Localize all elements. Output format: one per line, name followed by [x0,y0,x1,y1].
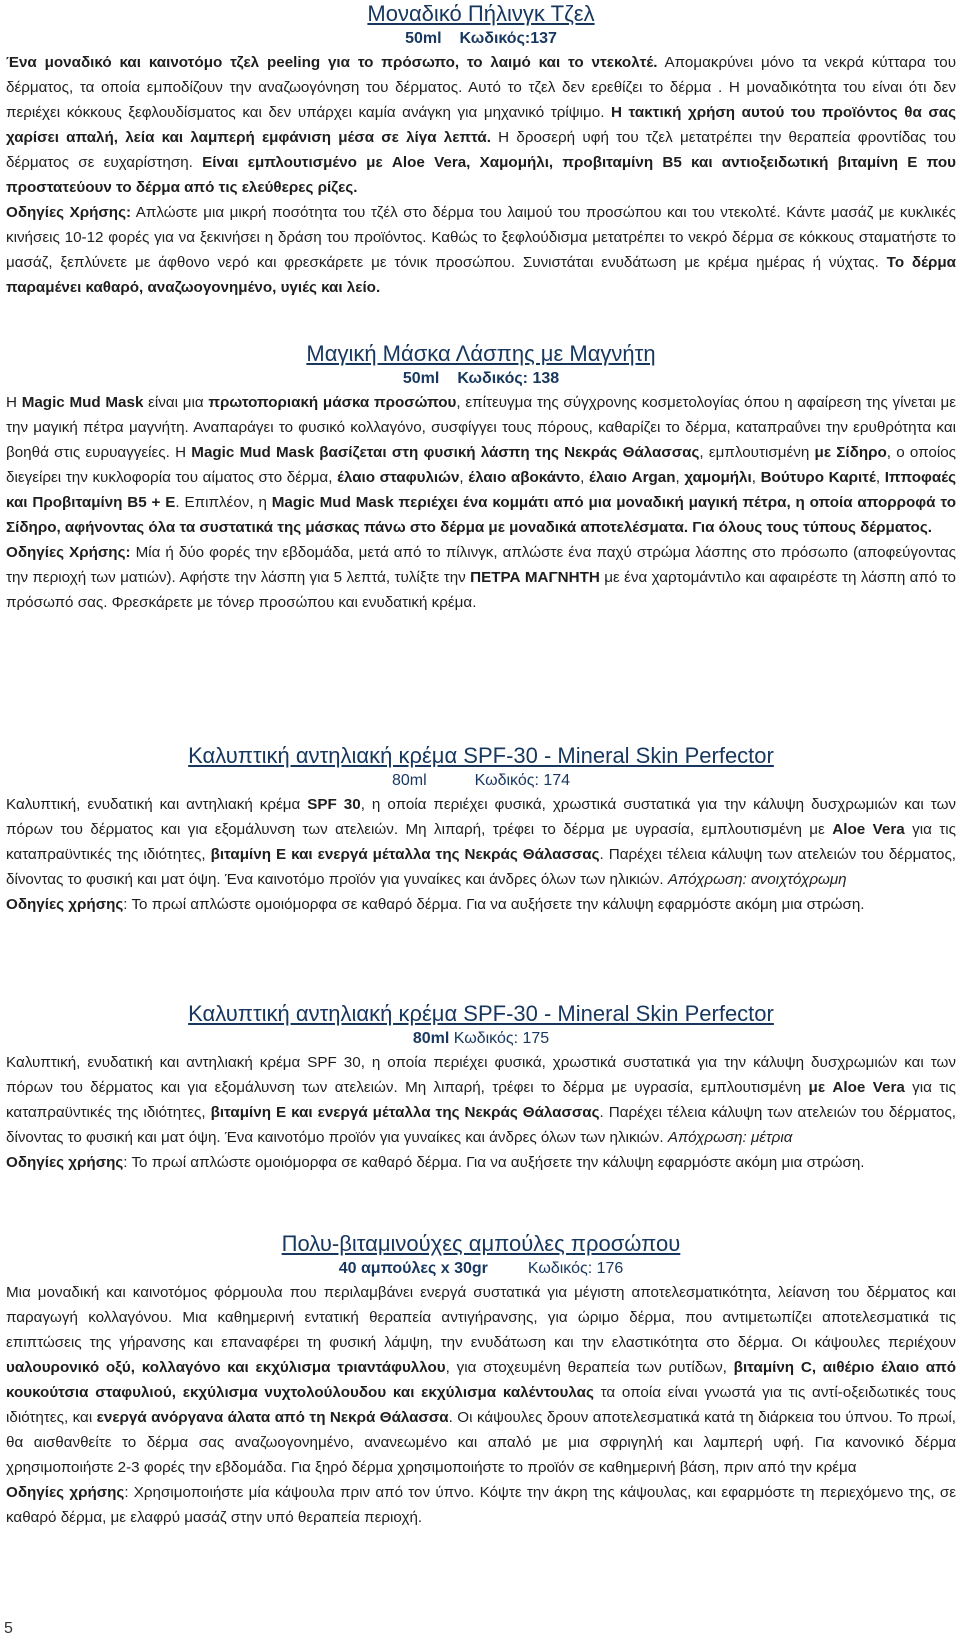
product-volume: 80ml [412,1030,450,1047]
emphasis-text: Οδηγίες Χρήσης: [6,204,132,221]
product-instructions [6,1150,956,1175]
body-text: για τις καταπραϋντικές της ιδιότητες, [6,1079,957,1121]
emphasis-text: Magic Mud Mask [21,394,144,411]
page-number: 5 [4,1620,13,1637]
emphasis-text: Το δέρμα παραμένει καθαρό, αναζωογονημένο, υγιές και λείο. [6,254,956,296]
body-text: για τις καταπραϋντικές της ιδιότητες, [6,821,956,863]
emphasis-text: Οδηγίες χρήσης [6,1154,124,1171]
product-description [6,50,956,200]
emphasis-text: ενεργά ανόργανα άλατα από τη Νεκρά Θάλασσα [96,1409,449,1426]
body-text: , [875,469,885,486]
emphasis-text: βιταμίνη E και ενεργά μέταλλα της Νεκράς Θάλασσας [210,846,600,863]
body-text: Μία ή δύο φορές την εβδομάδα, μετά από το πίλινγκ, απλώστε ένα παχύ στρώμα λάσπης στο πρόσωπο (αποφεύγοντας την περιοχή των ματιών). Αφήστε την λάσπη για 5 λεπτά, τυλίξτε την [6,544,956,586]
product-code: Κωδικός: 174 [474,772,571,789]
body-text: : Το πρωί απλώστε ομοιόμορφα σε καθαρό δέρμα. Για να αυξήσετε την κάλυψη εφαρμόστε ακόμη μια στρώση. [123,1154,865,1171]
product-meta [6,770,956,792]
product-volume: 50ml [402,370,440,387]
product-title: Καλυπτική αντηλιακή κρέμα SPF-30 - Mineral Skin Perfector [188,743,774,768]
body-text: Μια μοναδική και καινοτόμος φόρμουλα που περιλαμβάνει ενεργά συστατικά για μέγιστη αποτελεσματικότητα, λείανση του δέρματος και παραγωγή κολλαγόνου. Μια καθημερινή εντατική θεραπεία αντιγήρανσης, για ώριμο δέρμα, που αντιμετωπίζει αποτελεσματικά τις επιπτώσεις της γήρανσης και επαναφέρει τη φυσική λάμψη, την ενυδάτωση και την ελαστικότητα στο δέρμα. Οι κάψουλες περιέχουν [6,1284,956,1351]
emphasis-text: Ένα μοναδικό και καινοτόμο τζελ peeling για το πρόσωπο, το λαιμό και το ντεκολτέ. [6,54,658,71]
product-title: Μοναδικό Πήλινγκ Τζελ [367,1,595,26]
emphasis-text: βιταμίνη E και ενεργά μέταλλα της Νεκράς Θάλασσας [210,1104,600,1121]
product-code: Κωδικός:137 [459,30,557,47]
emphasis-text: Είναι εμπλουτισμένο με Aloe Vera, Χαμομήλι, προβιταμίνη B5 και αντιοξειδωτική βιταμίνη E που προστατεύουν το δέρμα από τις ελεύθερες ρίζες. [6,154,957,196]
emphasis-text: Οδηγίες χρήσης [6,896,124,913]
emphasis-text: SPF 30 [307,796,361,813]
emphasis-text: Οδηγίες Χρήσης: [6,544,131,561]
emphasis-text: ΠΕΤΡΑ ΜΑΓΝΗΤΗ [470,569,600,586]
emphasis-text: Magic Mud Mask περιέχει ένα κομμάτι από μια μοναδική μαγική πέτρα, η οποία απορροφά το Σίδηρο, αφήνοντας όλα τα συστατικά της μάσκας πάνω στο δέρμα με μοναδικά αποτελέσματα. Για όλους τους τύπους δέρματος. [6,494,956,536]
body-text: . Επιπλέον, η [175,494,272,511]
emphasis-text: έλαιο Argan [589,469,676,486]
body-text: : Χρησιμοποιήστε μία κάψουλα πριν από τον ύπνο. Κόψτε την άκρη της κάψουλας, και εφαρμόστε τη περιεχόμενο της, σε καθαρό δέρμα, με ελαφρύ μασάζ στην υπό θεραπεία περιοχή. [6,1484,956,1526]
product-instructions [6,892,956,917]
product-description [6,1050,956,1150]
product-meta [6,368,956,390]
body-text: , η οποία περιέχει φυσικά, χρωστικά συστατικά για την κάλυψη δυσχρωμιών και των πόρων του δέρματος και για εξομάλυνση των ατελειών. Μη λιπαρή, τρέφει το δέρμα με υγρασία, εμπλουτισμένη με [6,796,957,838]
body-text: Η δροσερή υφή του τζελ μετατρέπει την θεραπεία φροντίδας του δέρματος σε ευχαρίστηση. [6,129,956,171]
product-section-176 [6,1230,956,1530]
product-description [6,1280,956,1480]
body-text: , [580,469,590,486]
emphasis-text: έλαιο αβοκάντο [468,469,581,486]
product-description [6,390,956,540]
body-text: , [751,469,761,486]
product-instructions [6,540,956,615]
body-text: Απλώστε μια μικρή ποσότητα του τζέλ στο δέρμα του λαιμού του προσώπου και του ντεκολτέ. Κάντε μασάζ με κυκλικές κινήσεις 10-12 φορές για να ξεκινήσει η δράση του προϊόντος. Καθώς το ξεφλούδισμα μετατρέπει το νεκρό δέρμα σε κόκκους σταματήστε το μασάζ, ξεπλύνετε με άφθονο νερό και φρεσκάρετε με τόνικ προσώπου. Συνιστάται ενυδάτωση με κρέμα ημέρας ή νύχτας. [6,204,956,271]
product-meta [6,1028,956,1050]
emphasis-text: Aloe Vera [832,821,905,838]
emphasis-text: πρωτοποριακή μάσκα προσώπου [208,394,457,411]
emphasis-text: με Σίδηρο [814,444,887,461]
body-text: Απομακρύνει μόνο τα νεκρά κύτταρα του δέρματος, τα οποία εμποδίζουν την αναζωογόνηση του δέρματος. Αυτό το τζελ δεν ερεθίζει το δέρμα . Η μοναδικότητα του είναι ότι δεν περιέχει κόκκους ξεφλουδίσματος και δεν υπάρχει καμία ανάγκη για μηχανικό τρίψιμο. [6,54,956,121]
product-code: Κωδικός: 175 [453,1030,550,1047]
body-text: Καλυπτική, ενυδατική και αντηλιακή κρέμα [6,796,308,813]
emphasis-text: Οδηγίες χρήσης [6,1484,125,1501]
product-volume: 40 αμπούλες x 30gr [338,1260,488,1277]
body-text: . Παρέχει τέλεια κάλυψη των ατελειών του δέρματος, δίνοντας το φυσική και ματ όψη. Ένα καινοτόμο προϊόν για γυναίκες και άνδρες όλων των ηλικιών. [6,1104,956,1146]
product-section-174 [6,742,956,917]
body-text: : Το πρωί απλώστε ομοιόμορφα σε καθαρό δέρμα. Για να αυξήσετε την κάλυψη εφαρμόστε ακόμη μια στρώση. [123,896,865,913]
body-text: είναι μια [143,394,209,411]
emphasis-text: Magic Mud Mask βασίζεται στη φυσική λάσπη της Νεκράς Θάλασσας [191,444,700,461]
body-text: , επίτευγμα της σύγχρονης κοσμετολογίας όπου η αφαίρεση της γίνεται με την μαγική πέτρα μαγνήτη. Αναπαράγει το φυσικό κολλαγόνο, συσφίγγει τους πόρους, καθαρίζει το δέρμα, καταπραΰνει την ερυθρότητα και βοηθά στις ευρυαγγείες. Η [6,394,957,461]
emphasis-text: βιταμίνη C, αιθέριο έλαιο από κουκούτσια σταφυλιού, εκχύλισμα νυχτολούλουδου και εκχύλισμα καλέντουλας [6,1359,957,1401]
emphasis-text: Βούτυρο Καριτέ [760,469,876,486]
product-code: Κωδικός: 176 [527,1260,624,1277]
emphasis-text: Η τακτική χρήση αυτού του προϊόντος θα σας χαρίσει απαλή, λεία και λαμπερή εμφάνιση μέσα σε λίγα λεπτά. [6,104,956,146]
italic-text: Απόχρωση: μέτρια [667,1129,793,1146]
body-text: , ο οποίος διεγείρει την κυκλοφορία του αίματος στο δέρμα, [6,444,956,486]
product-meta [6,28,956,50]
product-instructions [6,1480,956,1530]
product-instructions [6,200,956,300]
body-text: με ένα χαρτομάντιλο και αφαιρέστε τη λάσπη από το πρόσωπό σας. Φρεσκάρετε με τόνερ προσώπου και ενυδατική κρέμα. [6,569,956,611]
body-text: . Οι κάψουλες δρουν αποτελεσματικά κατά τη διάρκεια του ύπνου. Το πρωί, θα αισθανθείτε το δέρμα σας αναζωογονημένο, ανανεωμένο και απαλό με μια σφριγηλή και λαμπερή υφή. Για κανονικό δέρμα χρησιμοποιήστε 2-3 φορές την εβδομάδα. Για ξηρό δέρμα χρησιμοποιήστε το προϊόν σε καθημερινή βάση, πριν από την κρέμα [6,1409,956,1476]
product-code: Κωδικός: 138 [457,370,560,387]
body-text: , για στοχευμένη θεραπεία των ρυτίδων, [445,1359,734,1376]
product-description [6,792,956,892]
italic-text: Απόχρωση: ανοιχτόχρωμη [667,871,847,888]
product-title: Καλυπτική αντηλιακή κρέμα SPF-30 - Mineral Skin Perfector [188,1001,774,1026]
body-text: Η [6,394,22,411]
body-text: , [459,469,469,486]
body-text: τα οποία είναι γνωστά για τις αντί-οξειδωτικές τους ιδιότητες, και [6,1384,956,1426]
product-title: Πολυ-βιταμινούχες αμπούλες προσώπου [281,1231,681,1256]
product-section-175 [6,1000,956,1175]
body-text: , εμπλουτισμένη [699,444,815,461]
emphasis-text: χαμομήλι [684,469,752,486]
body-text: , [675,469,685,486]
body-text: . Παρέχει τέλεια κάλυψη των ατελειών του δέρματος, δίνοντας το φυσική και ματ όψη. Ένα καινοτόμο προϊόν για γυναίκες και άνδρες όλων των ηλικιών. [6,846,956,888]
product-section-138 [6,340,956,615]
product-volume: 50ml [405,30,442,47]
emphasis-text: Ιπποφαές και Προβιταμίνη B5 + E [6,469,956,511]
product-volume: 80ml [391,772,427,789]
product-section-137 [6,0,956,300]
emphasis-text: με Aloe Vera [808,1079,905,1096]
product-title: Μαγική Μάσκα Λάσπης με Μαγνήτη [306,341,656,366]
product-meta [6,1258,956,1280]
body-text: Καλυπτική, ενυδατική και αντηλιακή κρέμα SPF 30, η οποία περιέχει φυσικά, χρωστικά συστατικά για την κάλυψη δυσχρωμιών και των πόρων του δέρματος και για εξομάλυνση των ατελειών. Μη λιπαρή, τρέφει το δέρμα με υγρασία, εμπλουτισμένη [6,1054,956,1096]
emphasis-text: υαλουρονικό οξύ, κολλαγόνο και εκχύλισμα τριαντάφυλλου [6,1359,446,1376]
emphasis-text: έλαιο σταφυλιών [337,469,460,486]
